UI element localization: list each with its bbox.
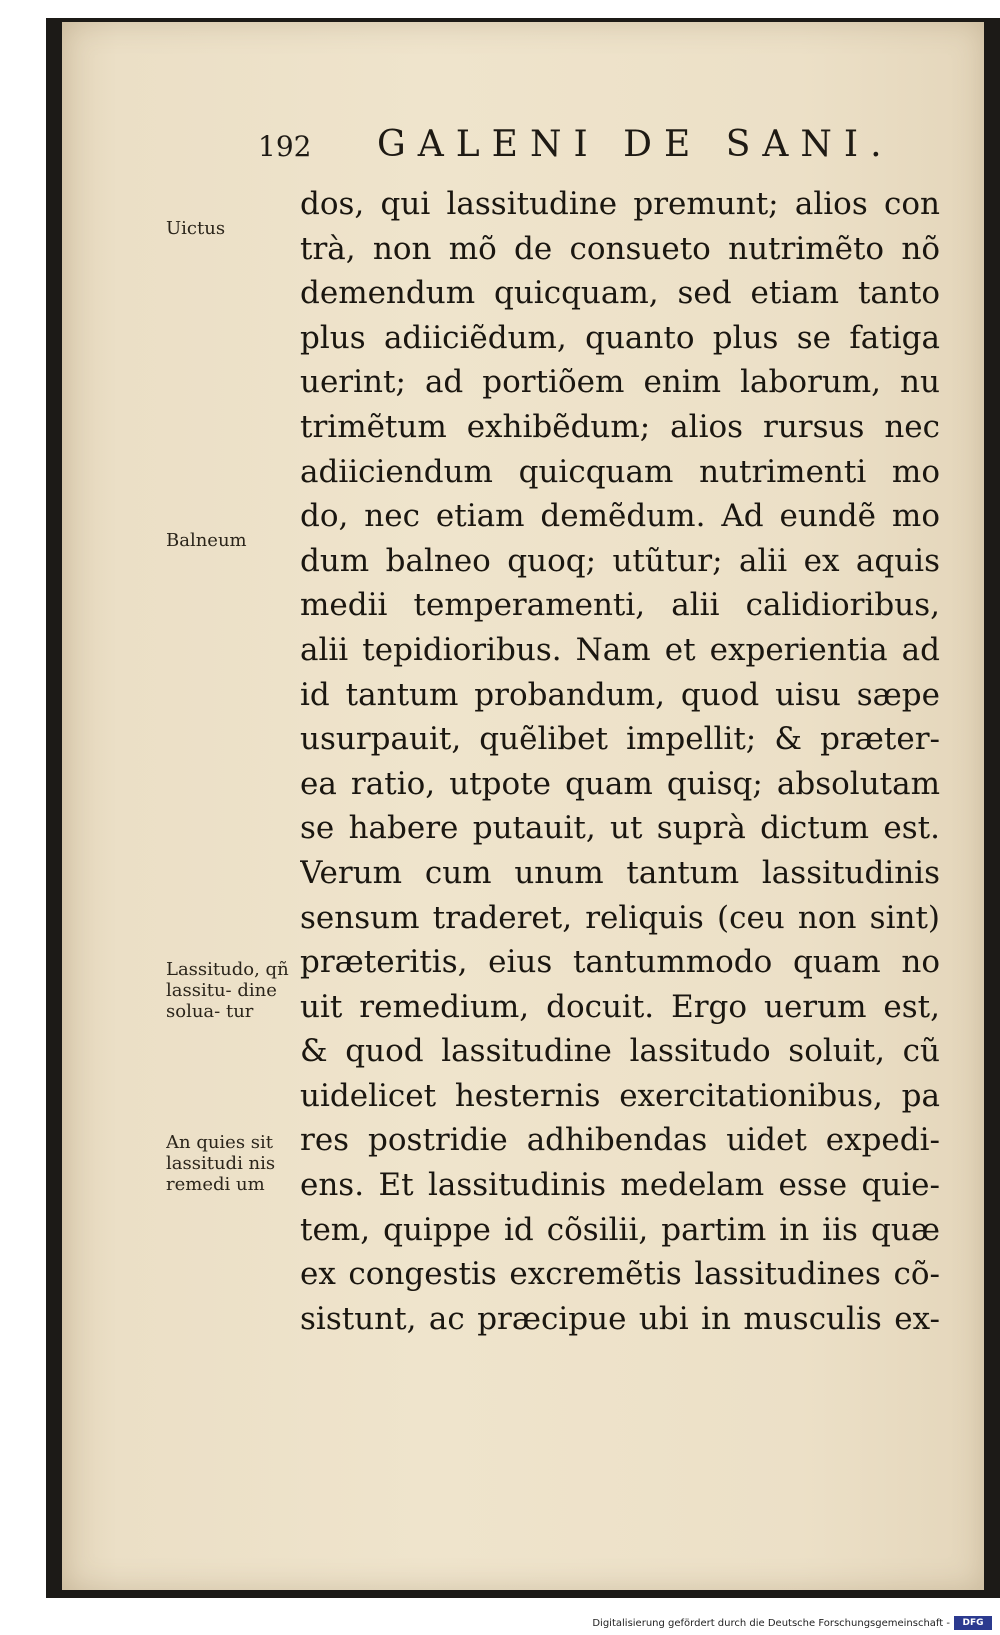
text-line: demendum quicquam, sed etiam tanto — [300, 275, 940, 312]
running-title: GALENI DE SANI. — [377, 124, 894, 165]
text-line: adiiciendum quicquam nutrimenti mo — [300, 453, 940, 490]
text-line: trà, non mõ de consueto nutrimẽto nõ — [300, 230, 940, 267]
text-line: Verum cum unum tantum lassitudinis — [300, 854, 940, 891]
text-line: ea ratio, utpote quam quisq; absolutam — [300, 765, 940, 802]
text-line: sensum traderet, reliquis (ceu non sint) — [300, 899, 940, 936]
margin-note-balneum: Balneum — [166, 530, 247, 551]
margin-note-uictus: Uictus — [166, 218, 226, 239]
page-header — [62, 122, 984, 172]
text-line: res postridie adhibendas uidet expedi- — [300, 1122, 940, 1159]
text-line: præteritis, eius tantummodo quam no — [300, 944, 940, 981]
text-line: ens. Et lassitudinis medelam esse quie- — [300, 1167, 940, 1204]
margin-note-quies: An quies sit lassitudi nis remedi um — [166, 1132, 276, 1195]
margin-note-lassitudo: Lassitudo, qñ lassitu- dine solua- tur — [166, 959, 289, 1022]
page-number: 192 — [258, 130, 312, 163]
text-line: uit remedium, docuit. Ergo uerum est, — [300, 988, 940, 1025]
text-line: usurpauit, quẽlibet impellit; & præter- — [300, 721, 940, 758]
body-text — [300, 182, 940, 1341]
text-line: & quod lassitudine lassitudo soluit, cũ — [300, 1033, 940, 1070]
text-line: uidelicet hesternis exercitationibus, pa — [300, 1077, 940, 1114]
text-line: medii temperamenti, alii calidioribus, — [300, 587, 940, 624]
dfg-logo: DFG — [954, 1616, 992, 1630]
text-line: do, nec etiam demẽdum. Ad eundẽ mo — [300, 498, 940, 535]
text-line: sistunt, ac præcipue ubi in musculis ex- — [300, 1300, 940, 1337]
text-line: trimẽtum exhibẽdum; alios rursus nec — [300, 408, 940, 445]
text-line: id tantum probandum, quod uisu sæpe — [300, 676, 940, 713]
text-line: plus adiiciẽdum, quanto plus se fatiga — [300, 319, 940, 356]
text-line: ex congestis excremẽtis lassitudines cõ- — [300, 1256, 940, 1293]
digitization-credit: Digitalisierung gefördert durch die Deutsche Forschungsgemeinschaft - — [592, 1618, 950, 1629]
text-line: se habere putauit, ut suprà dictum est. — [300, 810, 940, 847]
text-line: tem, quippe id cõsilii, partim in iis quæ — [300, 1211, 940, 1248]
book-page — [62, 22, 984, 1590]
text-line: dos, qui lassitudine premunt; alios con — [300, 186, 940, 222]
text-line: dum balneo quoq; utũtur; alii ex aquis — [300, 542, 940, 579]
text-line: uerint; ad portiõem enim laborum, nu — [300, 364, 940, 401]
text-line: alii tepidioribus. Nam et experientia ad — [300, 631, 940, 668]
